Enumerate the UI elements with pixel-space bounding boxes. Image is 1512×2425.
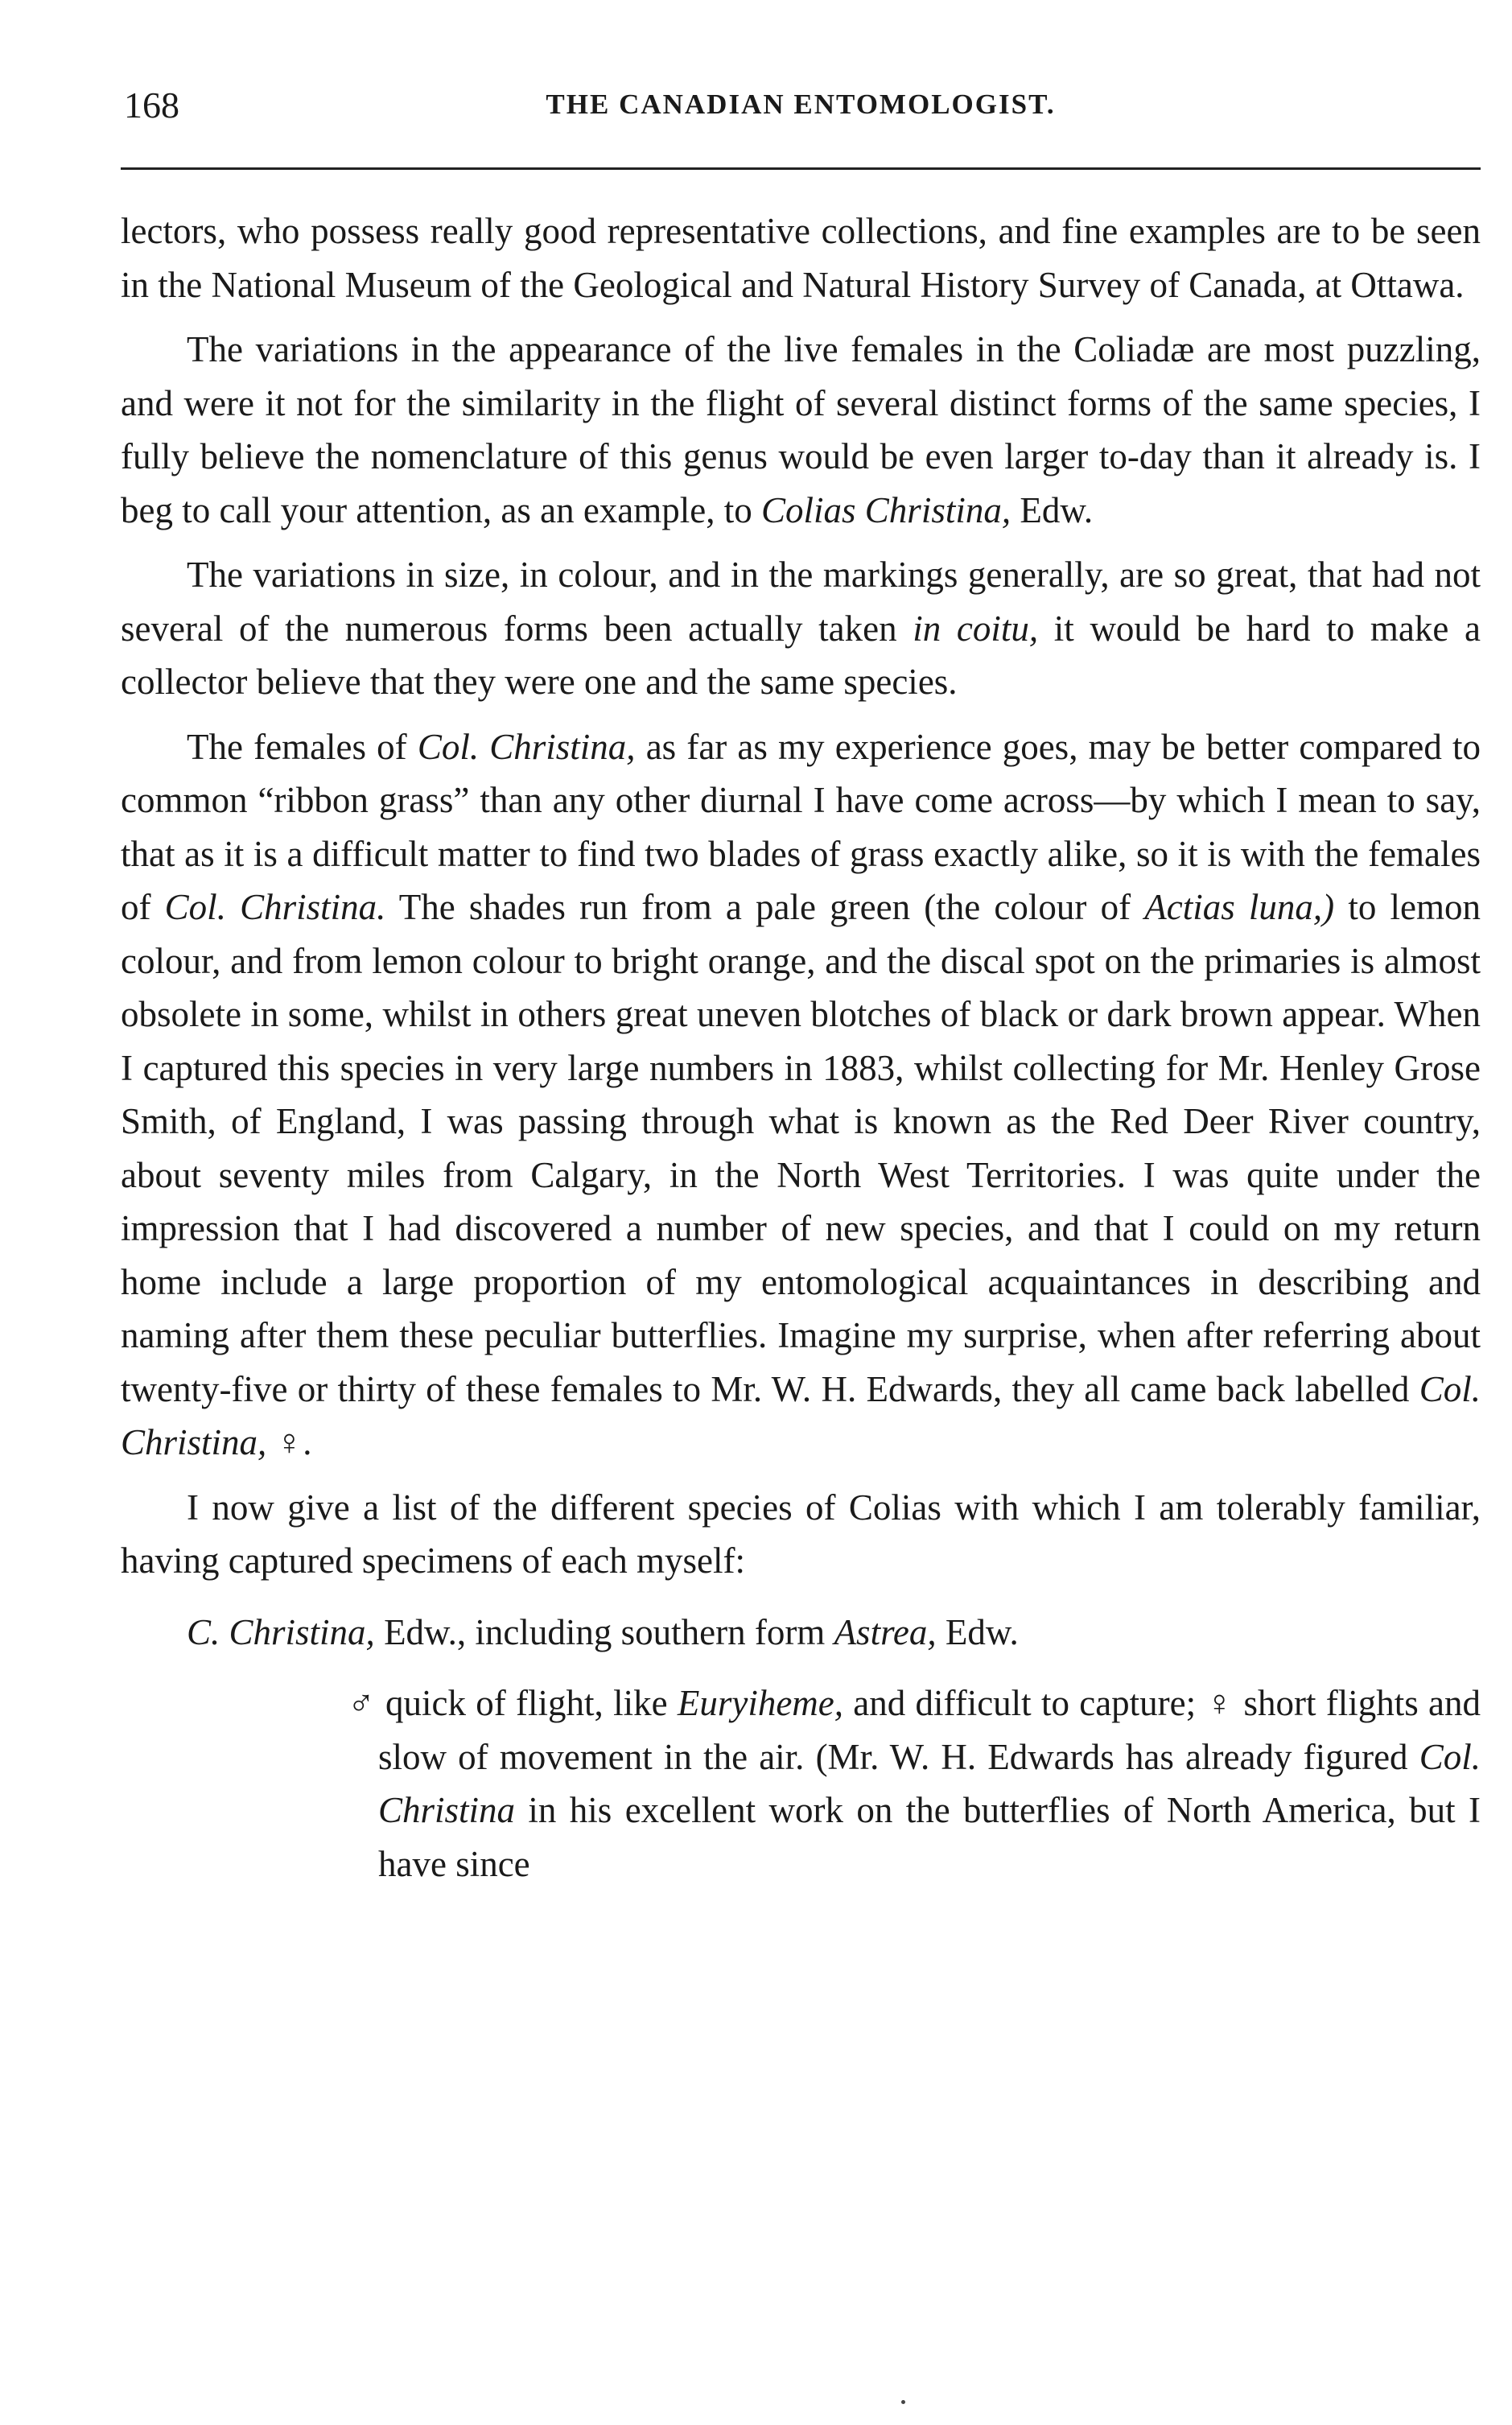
paragraph: lectors, who possess really good representative collections, and fine examples are to be seen in the National Museum of the Geological and Natural History Survey of Canada, at Ottawa. [121,211,1481,305]
paragraph: The variations in the appearance of the live females in the Coliadæ are most puzzling, and were it not for the similarity in the flight of several distinct forms of the same species, I fully believe the nomenclature of this genus would be even larger to-day than it already is. I beg to call your attention, as an example, to Colias Christina, Edw. [121,329,1481,530]
species-name: Euryiheme, [677,1683,844,1723]
paragraph: I now give a list of the different species of Colias with which I am tolerably familiar, having captured specimens of each myself: [121,1487,1481,1581]
species-name: C. Christina, [187,1611,375,1652]
body-text [121,204,1481,1891]
page-number: 168 [124,85,179,126]
species-name: Col. Christina [378,1736,1481,1830]
latin-phrase: in coitu, [913,608,1039,649]
page-header [121,77,1481,129]
species-name: Colias Christina, [761,489,1011,530]
species-entry: C. Christina, Edw., including southern form Astrea, Edw. [187,1611,1019,1652]
species-description: ♂ quick of flight, like Euryiheme, and difficult to capture; ♀ short flights and slow of movement in the air. (Mr. W. H. Edwards has already figured Col. Christina in his excellent work on the butterflies of North America, but I have since [348,1683,1481,1884]
running-title: THE CANADIAN ENTOMOLOGIST. [546,89,1056,120]
paragraph: The variations in size, in colour, and in the markings generally, are so great, that had not several of the numerous forms been actually taken in coitu, it would be hard to make a collector believe that they were one and the same species. [121,555,1481,702]
species-name: Col. Christina, [417,726,636,767]
paragraph: The females of Col. Christina, as far as my experience goes, may be better compared to common “ribbon grass” than any other diurnal I have come across—by which I mean to say, that as it is a difficult matter to find two blades of grass exactly alike, so it is with the females of Col. Christina. The shades run from a pale green (the colour of Actias luna,) to lemon colour, and from lemon colour to bright orange, and the discal spot on the primaries is almost obsolete in some, whilst in others great uneven blotches of black or dark brown appear. When I captured this species in very large numbers in 1883, whilst collecting for Mr. Henley Grose Smith, of England, I was passing through what is known as the Red Deer River country, about seventy miles from Calgary, in the North West Territories. I was quite under the impression that I had discovered a number of new species, and that I could on my return home include a large proportion of my entomological acquaintances in describing and naming after them these peculiar butterflies. Imagine my surprise, when after referring about twenty-five or thirty of these females to Mr. W. H. Edwards, they all came back labelled Col. Christina, ♀. [121,726,1481,1462]
print-speck [901,2400,905,2404]
species-name: Col. Christina, [121,1368,1481,1462]
header-rule [121,167,1481,170]
species-name: Actias luna,) [1144,887,1335,927]
species-name: Col. Christina. [164,887,386,927]
species-name: Astrea, [834,1611,937,1652]
